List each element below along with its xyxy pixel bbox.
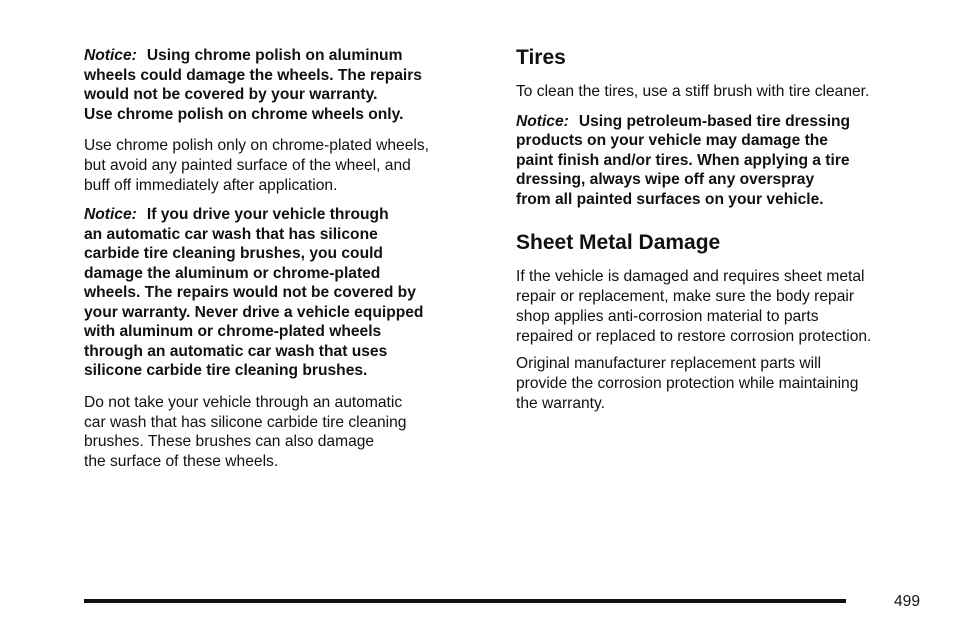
notice-line: wheels could damage the wheels. The repairs [84,66,422,84]
notice-line: If you drive your vehicle through [146,206,389,224]
notice-line: silicone carbide tire cleaning brushes. [84,362,368,380]
footer-rule [84,599,846,603]
text-line: Do not take your vehicle through an automatic [84,393,403,411]
notice-line: your warranty. Never drive a vehicle equipped [84,303,424,321]
notice-label: Notice: [84,206,137,224]
notice-line: paint finish and/or tires. When applying a tire [516,151,850,169]
notice-line: from all painted surfaces on your vehicle. [516,190,824,208]
right-column [516,46,921,414]
notice-line: carbide tire cleaning brushes, you could [84,245,383,263]
text-line: the surface of these wheels. [84,453,279,471]
text-line: brushes. These brushes can also damage [84,433,375,451]
notice-line: would not be covered by your warranty. [84,86,378,103]
paragraph-sheet-metal-repair [516,267,921,346]
notice-line: an automatic car wash that has silicone [84,225,378,243]
text-line: Original manufacturer replacement parts will [516,355,822,373]
paragraph-replacement-parts [516,354,921,413]
notice-car-wash [84,205,484,381]
notice-line: dressing, always wipe off any overspray [516,171,815,189]
notice-line: through an automatic car wash that uses [84,342,388,360]
notice-line: wheels. The repairs would not be covered by [84,284,416,302]
text-line: If the vehicle is damaged and requires sheet metal [516,268,865,286]
paragraph-tires [516,82,921,102]
heading-tires: Tires [516,46,566,69]
notice-line: damage the aluminum or chrome-plated [84,264,381,282]
notice-label: Notice: [84,47,137,64]
notice-line: products on your vehicle may damage the [516,132,828,150]
page-number: 499 [893,593,920,610]
heading-sheet-metal-damage: Sheet Metal Damage [516,231,721,255]
paragraph-chrome-polish-usage [84,136,484,195]
notice-line: Using chrome polish on aluminum [146,47,403,64]
text-line: buff off immediately after application. [84,176,338,194]
text-line: provide the corrosion protection while maintaining [516,375,859,393]
text-line: the warranty. [516,395,605,413]
text-line: car wash that has silicone carbide tire cleaning [84,413,407,431]
text-line: repair or replacement, make sure the body repair [516,288,855,306]
text-line: shop applies anti-corrosion material to parts [516,307,819,325]
notice-line: Use chrome polish on chrome wheels only. [84,105,404,123]
notice-label: Notice: [516,112,569,130]
text-line: repaired or replaced to restore corrosion protection. [516,327,872,345]
text-line: To clean the tires, use a stiff brush with tire cleaner. [516,83,870,100]
paragraph-car-wash-warning [84,393,484,472]
notice-tire-dressing [516,112,921,210]
left-column [84,46,484,472]
text-line: but avoid any painted surface of the wheel, and [84,156,411,174]
text-line: Use chrome polish only on chrome-plated wheels, [84,137,429,154]
notice-line: with aluminum or chrome-plated wheels [84,323,382,341]
notice-chrome-polish [84,46,484,124]
notice-line: Using petroleum-based tire dressing [578,112,851,130]
